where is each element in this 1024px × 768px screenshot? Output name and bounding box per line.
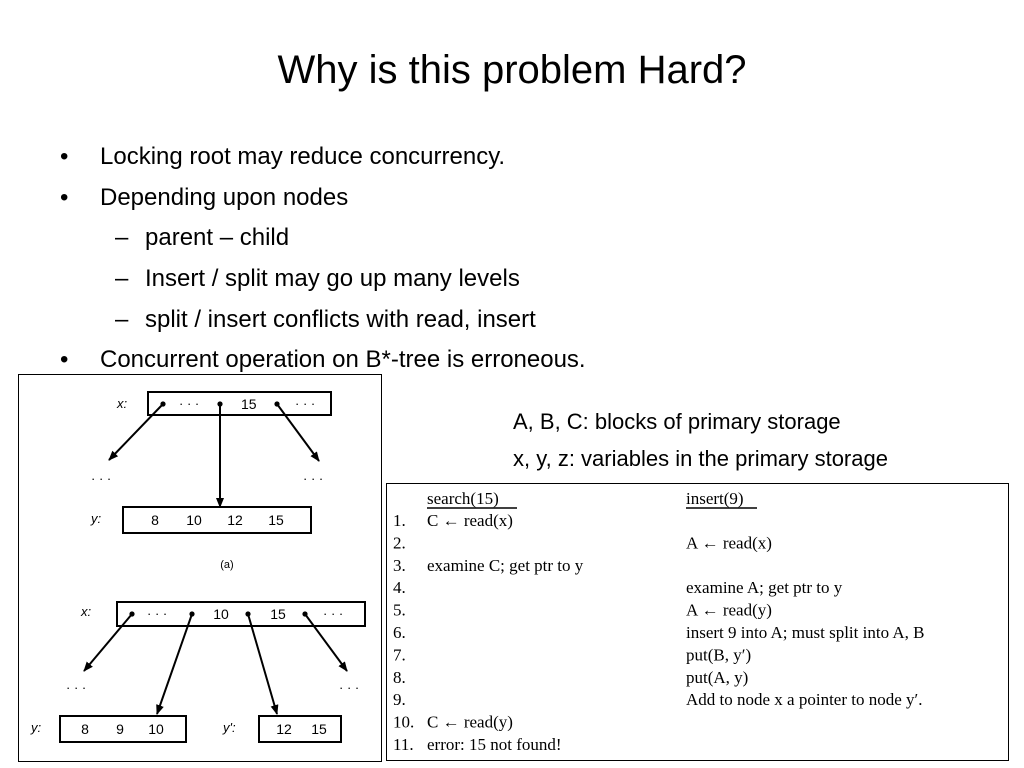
bullet-list — [60, 137, 586, 381]
row-number: 10. — [393, 712, 415, 732]
bullet-marker: • — [60, 346, 69, 374]
schedule-rows — [393, 489, 925, 754]
row-number: 9. — [393, 690, 406, 710]
ellipsis: · · · — [91, 471, 112, 486]
search-step: C ← read(x) — [427, 511, 513, 530]
node-y-prime-label: y': — [223, 720, 236, 735]
insert-step: A ← read(y) — [686, 600, 772, 620]
row-number: 7. — [393, 645, 406, 665]
node-x-key: 15 — [270, 606, 286, 622]
sub-bullet-marker: – — [115, 305, 129, 333]
pointer-arrow — [277, 404, 319, 461]
btree-figure — [18, 374, 382, 762]
insert-step: A ← read(x) — [686, 533, 772, 553]
panel-b — [30, 602, 365, 742]
node-x-dots: · · · — [147, 606, 168, 621]
bullet-text: Depending upon nodes — [100, 183, 349, 211]
row-number: 8. — [393, 667, 406, 687]
insert-step: Add to node x a pointer to node y′. — [686, 690, 923, 710]
ellipsis: · · · — [339, 680, 360, 695]
row-number: 3. — [393, 555, 406, 575]
node-y-key: 9 — [116, 721, 124, 737]
node-y-key: 12 — [227, 512, 243, 528]
node-x-label: x: — [81, 604, 92, 619]
node-y-key: 8 — [151, 512, 159, 528]
bullet-marker: • — [60, 143, 69, 170]
node-x-dots: · · · — [179, 396, 200, 411]
search-header: search(15) — [427, 489, 499, 508]
sub-bullet-item — [60, 259, 586, 300]
sub-bullet-text: Insert / split may go up many levels — [145, 265, 520, 293]
search-step: error: 15 not found! — [427, 735, 562, 754]
row-number: 4. — [393, 578, 406, 598]
sub-bullet-item — [60, 300, 586, 341]
insert-step: examine A; get ptr to y — [686, 578, 843, 598]
pointer-arrow-to-y-prime — [248, 614, 277, 714]
node-y-label: y: — [31, 720, 42, 735]
insert-step: insert 9 into A; must split into A, B — [686, 623, 925, 642]
sub-bullet-marker: – — [115, 224, 129, 252]
pointer-arrow — [109, 404, 163, 460]
schedule-svg — [387, 484, 1008, 760]
bullet-text: Locking root may reduce concurrency. — [100, 143, 506, 170]
pointer-arrow-to-y — [157, 614, 192, 714]
node-y-prime-key: 12 — [276, 721, 292, 737]
ellipsis: · · · — [303, 471, 324, 486]
btree-diagram — [19, 375, 381, 761]
pointer-arrow — [305, 614, 347, 671]
note-variables: x, y, z: variables in the primary storage — [513, 446, 888, 471]
schedule-table — [386, 483, 1009, 761]
node-x-key: 15 — [241, 396, 257, 412]
sub-bullet-item — [60, 218, 586, 259]
ellipsis: · · · — [66, 680, 87, 695]
search-step: C ← read(y) — [427, 712, 513, 732]
row-number: 11. — [393, 735, 414, 754]
insert-header: insert(9) — [686, 489, 744, 508]
insert-step: put(B, y′) — [686, 645, 752, 665]
node-x-label: x: — [117, 396, 128, 411]
slide-title: Why is this problem Hard? — [277, 48, 747, 92]
sub-bullet-text: parent – child — [145, 224, 290, 252]
row-number: 1. — [393, 511, 406, 530]
node-y-key: 8 — [81, 721, 89, 737]
node-y-label: y: — [91, 511, 102, 526]
node-x-key: 10 — [213, 606, 229, 622]
node-y-key: 10 — [186, 512, 202, 528]
sub-bullet-marker: – — [115, 265, 129, 293]
pointer-arrow — [84, 614, 132, 671]
bullet-marker: • — [60, 183, 69, 211]
node-y-prime-box — [259, 716, 341, 742]
panel-caption: (a) — [220, 559, 234, 571]
row-number: 6. — [393, 623, 406, 642]
note-blocks: A, B, C: blocks of primary storage — [513, 409, 841, 434]
node-y-key: 10 — [148, 721, 164, 737]
search-step: examine C; get ptr to y — [427, 555, 584, 575]
node-x-dots: · · · — [295, 396, 316, 411]
bullet-text: Concurrent operation on B*-tree is erroneous. — [100, 346, 586, 374]
panel-a — [90, 392, 331, 571]
bullet-item — [60, 137, 586, 178]
node-x-dots: · · · — [323, 606, 344, 621]
node-y-prime-key: 15 — [311, 721, 327, 737]
row-number: 2. — [393, 533, 406, 553]
node-y-key: 15 — [268, 512, 284, 528]
row-number: 5. — [393, 600, 406, 620]
bullet-item — [60, 178, 586, 219]
insert-step: put(A, y) — [686, 667, 749, 687]
sub-bullet-text: split / insert conflicts with read, insert — [145, 305, 536, 333]
